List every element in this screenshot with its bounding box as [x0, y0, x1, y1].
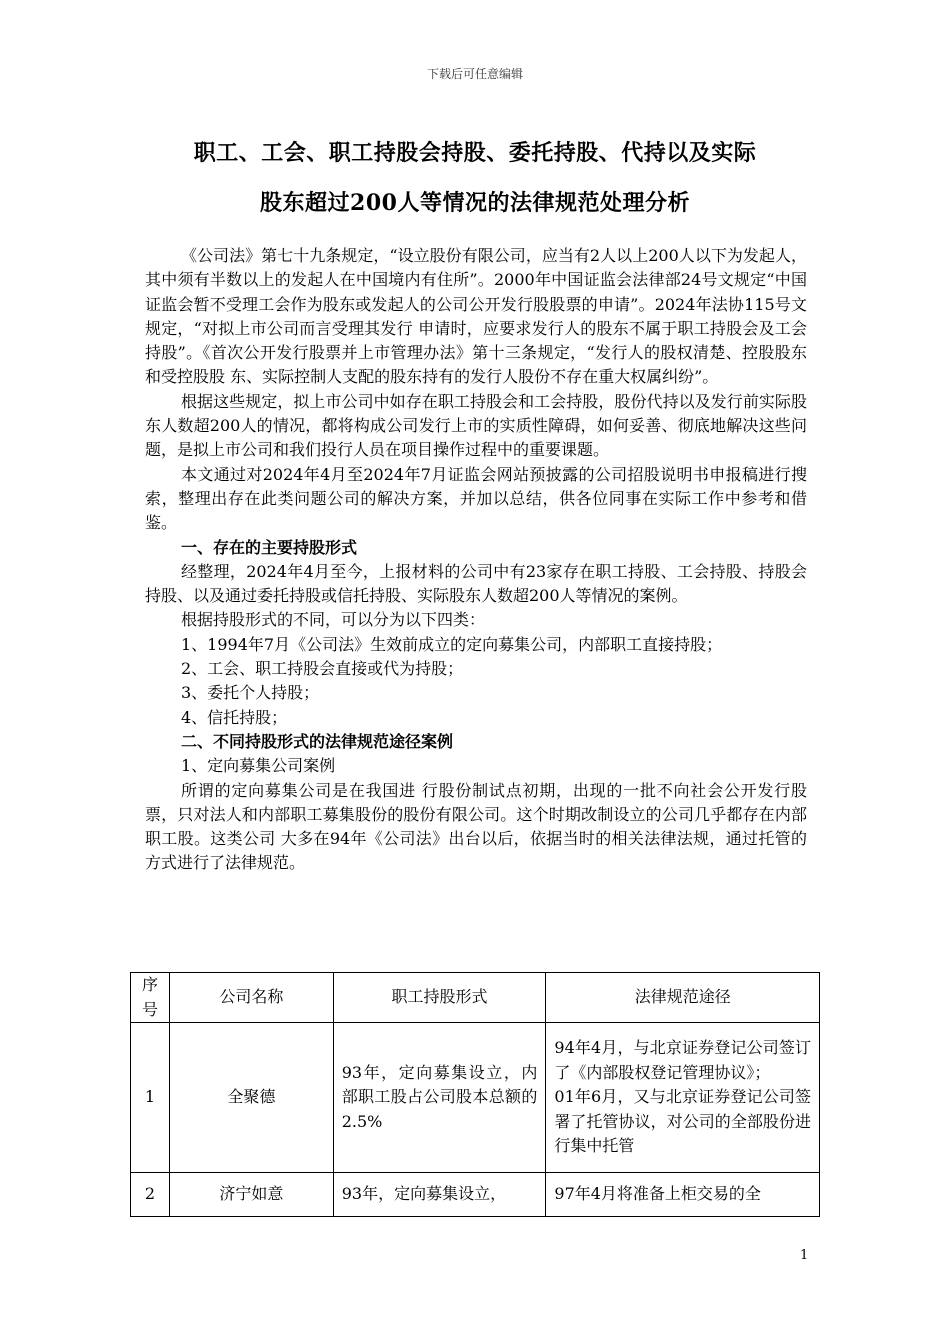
- header-cell-no: 序号: [131, 973, 170, 1023]
- table-row: [131, 1173, 820, 1217]
- document-title-line-2: 股东超过200人等情况的法律规范处理分析: [260, 190, 690, 216]
- cell-form: 93年，定向募集设立，: [333, 1173, 546, 1217]
- cases-table: [130, 972, 820, 1217]
- body-text: [145, 244, 807, 876]
- header-cell-path: 法律规范途径: [546, 973, 820, 1023]
- page-number: 1: [800, 1248, 809, 1263]
- paragraph: 经整理，2024年4月至今，上报材料的公司中有23家存在职工持股、工会持股、持股会持股、以及通过委托持股或信托持股、实际股东人数超200人等情况的案例。: [145, 561, 807, 606]
- paragraph: 所谓的定向募集公司是在我国进 行股份制试点初期，出现的一批不向社会公开发行股票，只对法人和内部职工募集股份的股份有限公司。这个时期改制设立的公司几乎都存在内部职工股。这类公司 大多在94年《公司法》出台以后，依据当时的相关法律法规，通过托管的方式进行了法律规范。: [145, 780, 807, 873]
- cell-no: 1: [131, 1023, 170, 1173]
- document-title-line-1: 职工、工会、职工持股会持股、委托持股、代持以及实际: [193, 140, 757, 166]
- paragraph: 根据这些规定，拟上市公司中如存在职工持股会和工会持股，股份代持以及发行前实际股东人数超200人的情况，都将构成公司发行上市的实质性障碍，如何妥善、彻底地解决这些问题，是拟上市公司和我们投行人员在项目操作过程中的重要课题。: [145, 391, 807, 460]
- paragraph: 本文通过对2024年4月至2024年7月证监会网站预披露的公司招股说明书申报稿进行搜索，整理出存在此类问题公司的解决方案，并加以总结，供各位同事在实际工作中参考和借鉴。: [145, 464, 807, 533]
- paragraph: 《公司法》第七十九条规定，“设立股份有限公司，应当有2人以上200人以下为发起人，其中须有半数以上的发起人在中国境内有住所”。2000年中国证监会法律部24号文规定“中国证监会暂不受理工会作为股东或发起人的公司公开发行股股票的申请”。2024年法协115号文规定，“对拟上市公司而言受理其发行 申请时，应要求发行人的股东不属于职工持股会及工会持股”。《首次公开发行股票并上市管理办法》第十三条规定，“发行人的股权清楚、控股股东和受控股股 东、实际控制人支配的股东持有的发行人股份不存在重大权属纠纷”。: [145, 246, 807, 387]
- cell-no: 2: [131, 1173, 170, 1217]
- list-item: 2、工会、职工持股会直接或代为持股；: [181, 659, 464, 679]
- cell-path-line: 01年6月，又与北京证券登记公司签署了托管协议，对公司的全部股份进行集中托管: [554, 1087, 811, 1156]
- cell-path: [546, 1023, 820, 1173]
- header-cell-company: 公司名称: [169, 973, 333, 1023]
- list-item: 4、信托持股；: [181, 707, 288, 727]
- list-item: 3、委托个人持股；: [181, 683, 320, 703]
- header-note: 下载后可任意编辑: [426, 67, 523, 81]
- cell-company: 济宁如意: [169, 1173, 333, 1217]
- cell-form: 93年，定向募集设立，内部职工股占公司股本总额的2.5%: [333, 1023, 546, 1173]
- table-header-row: [131, 973, 820, 1023]
- section-heading-1: 一、存在的主要持股形式: [181, 537, 358, 557]
- table-row: [131, 1023, 820, 1173]
- paragraph: 根据持股形式的不同，可以分为以下四类：: [181, 610, 486, 630]
- cell-path: 97年4月将准备上柜交易的全: [546, 1173, 820, 1217]
- list-item: 1、1994年7月《公司法》生效前成立的定向募集公司，内部职工直接持股；: [181, 634, 723, 654]
- cell-path-line: 94年4月，与北京证券登记公司签订了《内部股权登记管理协议》；: [554, 1038, 811, 1082]
- cell-company: 全聚德: [169, 1023, 333, 1173]
- subsection-heading: 1、定向募集公司案例: [181, 756, 336, 776]
- header-cell-form: 职工持股形式: [333, 973, 546, 1023]
- section-heading-2: 二、不同持股形式的法律规范途径案例: [181, 731, 454, 751]
